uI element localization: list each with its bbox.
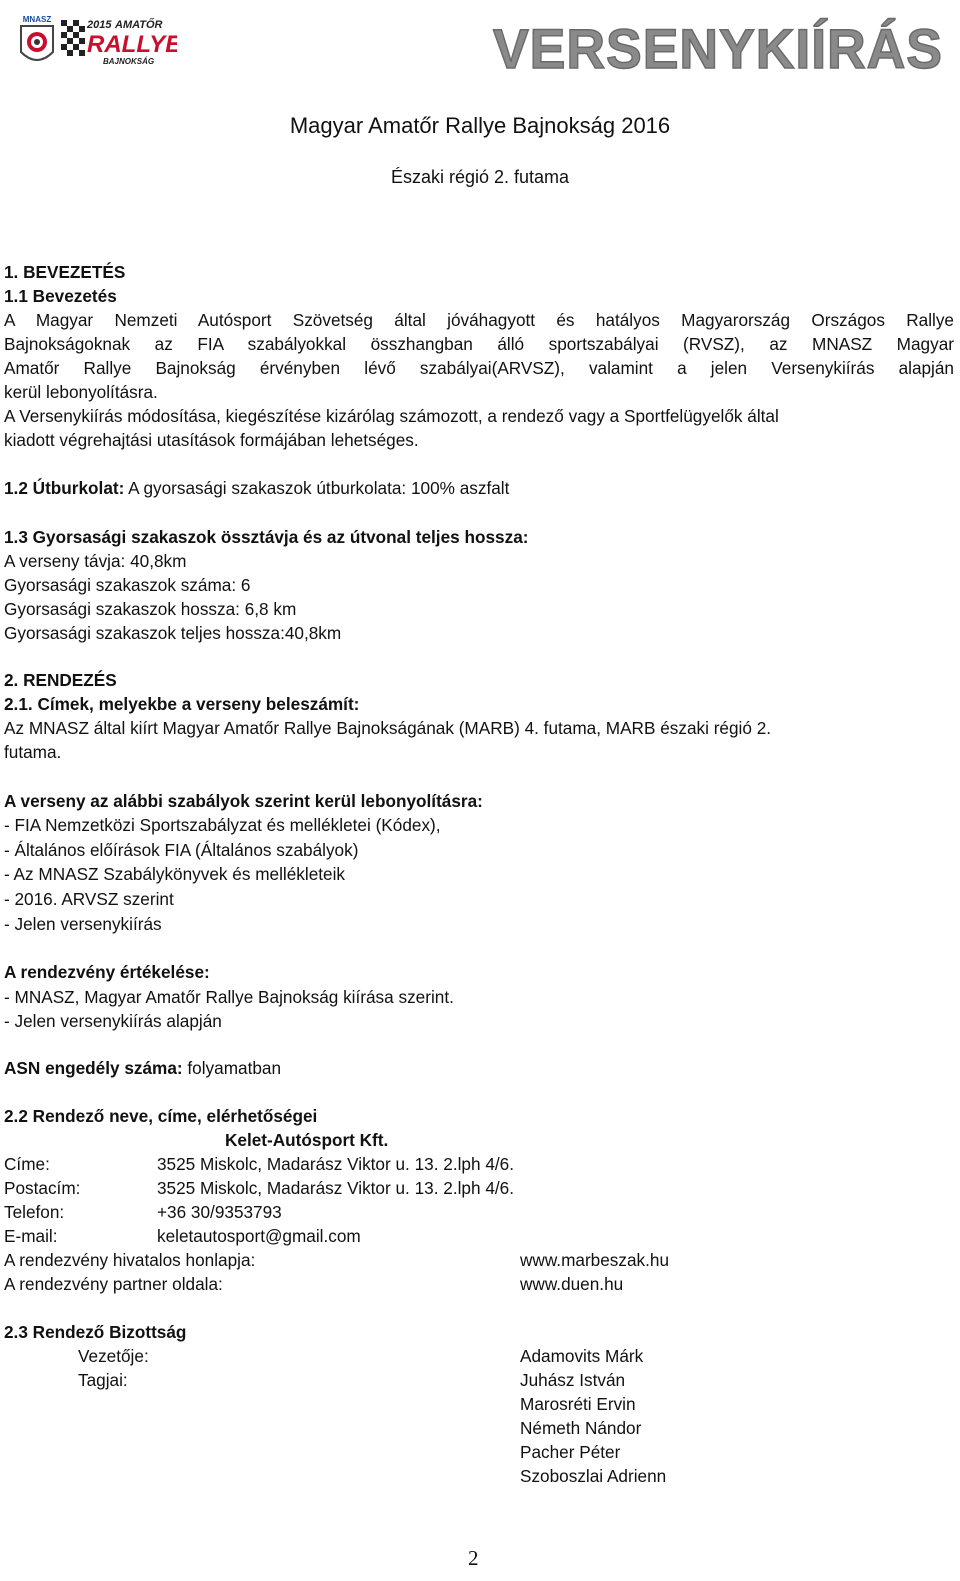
document-title: Magyar Amatőr Rallye Bajnokság 2016	[289, 113, 671, 138]
intro-line-3: Amatőr Rallye Bajnokság érvényben lévő szabályai(ARVSZ), valamint a jelen Versenykiírás alapján	[4, 358, 954, 378]
section-2-2-heading: 2.2 Rendező neve, címe, elérhetőségei	[4, 1106, 318, 1126]
intro-line-1: A Magyar Nemzeti Autósport Szövetség által jóváhagyott és hatályos Magyarország Országos Rallye	[4, 310, 954, 330]
modification-line-1: A Versenykiírás módosítása, kiegészítése kizárólag számozott, a rendező vagy a Sportfelügyelők által	[4, 406, 779, 426]
mnasz-rallye-logo	[17, 14, 177, 70]
section-1-2-value: A gyorsasági szakaszok útburkolata: 100% aszfalt	[124, 478, 510, 498]
rule-item: - Általános előírások FIA (Általános szabályok)	[4, 840, 359, 860]
titles-line-1: Az MNASZ által kiírt Magyar Amatőr Rallye Bajnokságának (MARB) 4. futama, MARB északi régió 2.	[4, 718, 772, 738]
website-link[interactable]: www.marbeszak.hu	[520, 1250, 670, 1270]
contact-label: Telefon:	[4, 1202, 65, 1222]
partner-label: A rendezvény partner oldala:	[4, 1274, 223, 1294]
distance-line: A verseny távja: 40,8km	[4, 551, 187, 571]
logo-bajnoksag: BAJNOKSÁG	[103, 57, 155, 66]
asn-value: folyamatban	[182, 1058, 282, 1078]
section-1-heading: 1. BEVEZETÉS	[4, 262, 126, 282]
intro-line-4: kerül lebonyolításra.	[4, 382, 158, 402]
contact-value: 3525 Miskolc, Madarász Viktor u. 13. 2.lph 4/6.	[157, 1178, 514, 1198]
member-name: Szoboszlai Adrienn	[520, 1466, 667, 1486]
contact-label: E-mail:	[4, 1226, 58, 1246]
member-name: Juhász István	[520, 1370, 626, 1390]
evaluation-item: - Jelen versenykiírás alapján	[4, 1011, 222, 1031]
leader-label: Vezetője:	[78, 1346, 149, 1366]
page-number: 2	[468, 1546, 479, 1570]
versenykiiras-banner	[487, 6, 949, 78]
section-2-1-heading: 2.1. Címek, melyekbe a verseny beleszámít:	[4, 694, 360, 714]
stage-total-line: Gyorsasági szakaszok teljes hossza:40,8km	[4, 623, 342, 643]
intro-line-2: Bajnokságoknak az FIA szabályokkal összhangban álló sportszabályai (RVSZ), az MNASZ Magyar	[4, 334, 954, 354]
website-label: A rendezvény hivatalos honlapja:	[4, 1250, 256, 1270]
contact-label: Postacím:	[4, 1178, 81, 1198]
asn-line	[4, 1058, 281, 1078]
banner-text: VERSENYKIÍRÁS	[493, 17, 943, 78]
section-1-2	[4, 478, 509, 498]
organizer-name: Kelet-Autósport Kft.	[225, 1130, 389, 1150]
titles-line-2: futama.	[4, 742, 62, 762]
member-name: Pacher Péter	[520, 1442, 621, 1462]
contact-value: +36 30/9353793	[157, 1202, 282, 1222]
stage-length-line: Gyorsasági szakaszok hossza: 6,8 km	[4, 599, 297, 619]
logo-mnasz-text: MNASZ	[22, 15, 52, 24]
rule-item: - FIA Nemzetközi Sportszabályzat és mellékletei (Kódex),	[4, 815, 441, 835]
rule-item: - 2016. ARVSZ szerint	[4, 889, 174, 909]
modification-line-2: kiadott végrehajtási utasítások formájában lehetséges.	[4, 430, 419, 450]
partner-link[interactable]: www.duen.hu	[520, 1274, 624, 1294]
member-name: Németh Nándor	[520, 1418, 642, 1438]
rule-item: - Az MNASZ Szabálykönyvek és mellékleteik	[4, 864, 346, 884]
leader-name: Adamovits Márk	[520, 1346, 644, 1366]
section-2-heading: 2. RENDEZÉS	[4, 670, 117, 690]
contact-value: keletautosport@gmail.com	[157, 1226, 361, 1246]
contact-value: 3525 Miskolc, Madarász Viktor u. 13. 2.lph 4/6.	[157, 1154, 514, 1174]
logo-year: 2015	[87, 19, 112, 31]
rules-heading: A verseny az alábbi szabályok szerint kerül lebonyolításra:	[4, 791, 483, 811]
logo-rallye: RALLYE	[87, 31, 177, 58]
evaluation-item: - MNASZ, Magyar Amatőr Rallye Bajnokság kiírása szerint.	[4, 987, 454, 1007]
section-1-3-heading: 1.3 Gyorsasági szakaszok össztávja és az útvonal teljes hossza:	[4, 527, 529, 547]
logo-amator: AMATŐR	[115, 19, 163, 31]
evaluation-heading: A rendezvény értékelése:	[4, 962, 210, 982]
document-subtitle: Északi régió 2. futama	[390, 167, 570, 187]
members-label: Tagjai:	[78, 1370, 128, 1390]
rule-item: - Jelen versenykiírás	[4, 914, 162, 934]
section-1-1-heading: 1.1 Bevezetés	[4, 286, 117, 306]
section-1-2-label: 1.2 Útburkolat:	[4, 478, 125, 498]
member-name: Marosréti Ervin	[520, 1394, 636, 1414]
asn-label: ASN engedély száma:	[4, 1058, 183, 1078]
stage-count-line: Gyorsasági szakaszok száma: 6	[4, 575, 251, 595]
section-2-3-heading: 2.3 Rendező Bizottság	[4, 1322, 187, 1342]
contact-label: Címe:	[4, 1154, 50, 1174]
